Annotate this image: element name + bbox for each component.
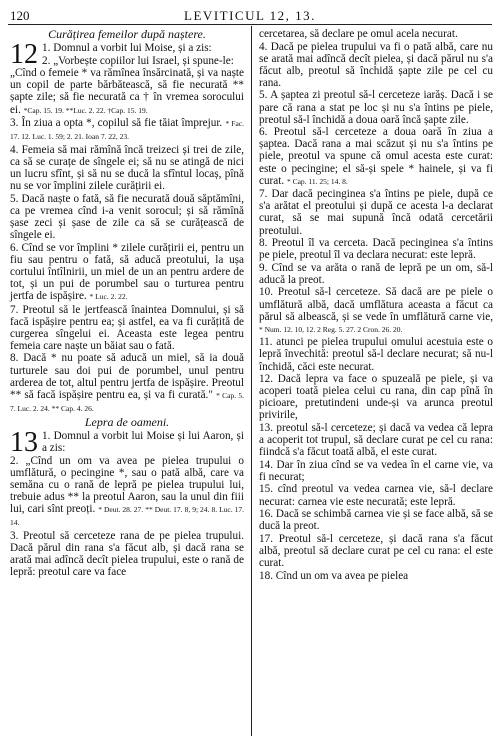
page-header bbox=[0, 6, 500, 22]
verse-13-16: 16. Dacă se schimbă carnea vie și se face albă, să se ducă la preot. bbox=[259, 508, 493, 533]
verse-12-1: 1. Domnul a vorbit lui Moise, și a zis: bbox=[42, 42, 212, 55]
verse-13-18: 18. Cînd un om va avea pe pielea bbox=[259, 569, 409, 582]
crossref-12-6: * Luc. 2. 22. bbox=[89, 291, 128, 301]
verse-13-5: 5. A șaptea zi preotul să-l cerceteze iarăș. Dacă i se pare că rana a stat pe loc și nu s'a întins pe piele, preotul să-l închidă a doua oară încă șapte zile. bbox=[259, 89, 493, 126]
crossref-13-6: * Cap. 11. 25; 14. 8. bbox=[286, 176, 348, 186]
page-number: 120 bbox=[10, 8, 30, 23]
verse-12-2: 2. „Vorbește copiilor lui Israel, și spune-le: bbox=[42, 54, 234, 67]
column-divider bbox=[251, 26, 252, 736]
verse-13-11: 11. atunci pe pielea trupului omului acestuia este o lepră învechită: preotul să-l declare necurat; să nu-l închidă, căci este necurat. bbox=[259, 336, 493, 373]
crossref-12-3: * Fac. 17. 12. Luc. 1. 59; 2. 21. Ioan 7. 22, 23. bbox=[10, 119, 245, 142]
verse-13-1: 1. Domnul a vorbit lui Moise și lui Aaron, și a zis: bbox=[42, 430, 244, 455]
verse-13-6 bbox=[259, 126, 493, 187]
verse-13-2 bbox=[10, 455, 244, 530]
verse-13-6-text: 6. Preotul să-l cerceteze a doua oară în ziua a șaptea. Dacă rana a mai scăzut și nu s'a întins pe piele, preotul va spune că omul acesta este curat: este o pecingine; el să-și spele * hainele, și va fi curat. bbox=[259, 126, 493, 187]
crossref-12-8: * Cap. 5. 7. Luc. 2. 24. ** Cap. 4. 26. bbox=[10, 390, 245, 413]
verse-13-10 bbox=[259, 286, 493, 335]
verse-13-3-cont: cercetarea, să declare pe omul acela necurat. bbox=[259, 28, 458, 40]
verse-12-2b-text: „Cînd o femeie * va rămînea însărcinată, și va naște un copil de parte bărbătească, să fie necurată ** șapte zile; să fie necurată ca † în vremea sorocului ei. bbox=[10, 67, 244, 116]
verse-12-3-text: 3. În ziua a opta *, copilul să fie tăiat împrejur. bbox=[10, 117, 223, 130]
verse-12-6-text: 6. Cînd se vor împlini * zilele curățirii ei, pentru un fiu sau pentru o fată, să aducă preotului, la ușa cortului întîlnirii, un miel de un an pentru ardere de tot, și un pui de porumbel sau o turturea pentru jertfa de ispășire. bbox=[10, 241, 244, 302]
verse-12-5: 5. Dacă naște o fată, să fie necurată două săptămîni, ca pe vremea cînd i-a venit sorocul; și să rămînă șase zeci și șase de zile ca să se curățească de sîngele ei. bbox=[10, 192, 244, 241]
header-rule bbox=[8, 24, 492, 25]
verse-12-6 bbox=[10, 242, 244, 303]
right-column bbox=[259, 28, 493, 582]
crossref-12-2: *Cap. 15. 19. **Luc. 2. 22. †Cap. 15. 19. bbox=[23, 105, 148, 115]
verse-13-4: 4. Dacă pe pielea trupului va fi o pată albă, care nu se arată mai adîncă decît pielea, și dacă părul nu s'a făcut alb, preotul să închidă șapte zile pe cel cu rana. bbox=[259, 40, 493, 89]
running-title: LEVITICUL 12, 13. bbox=[184, 8, 316, 23]
crossref-13-2: * Deut. 28. 27. ** Deut. 17. 8, 9; 24. 8. Luc. 17. 14. bbox=[10, 505, 245, 528]
verse-13-12: 12. Dacă lepra va face o spuzeală pe piele, și va acoperi toată pielea celui cu rana, din cap pînă în picioare, pretutindeni unde-și va arunca preotul privirile, bbox=[259, 373, 493, 422]
verse-13-9: 9. Cînd se va arăta o rană de lepră pe un om, să-l aducă la preot. bbox=[259, 261, 493, 286]
section-title-ch13: Lepra de oameni. bbox=[84, 414, 170, 429]
chapter-number-12: 12 bbox=[10, 39, 38, 71]
verse-13-13: 13. preotul să-l cerceteze; și dacă va vedea că lepra a acoperit tot trupul, să declare curat pe cel cu rana: fiindcă s'a făcut toată albă, el este curat. bbox=[259, 422, 493, 459]
verse-13-2-text: 2. „Cînd un om va avea pe pielea trupului o umflătură, o pecingine *, sau o pată albă, care va semăna cu o rană de lepră pe pielea trupului lui, trebuie adus ** la preotul Aaron, sau la unul din fiii lui, cari sînt preoți. bbox=[10, 454, 244, 516]
verse-12-3 bbox=[10, 117, 244, 143]
verse-12-8-text: 8. Dacă * nu poate să aducă un miel, să ia două turturele sau doi pui de porumbel, unul pentru arderea de tot, altul pentru jertfa de ispășire. Preotul ** să facă ispășire pentru ea, și va fi curată." bbox=[10, 352, 244, 401]
verse-13-17: 17. Preotul să-l cerceteze, și dacă rana s'a făcut albă, preotul să declare curat pe cel cu rana: el este curat. bbox=[259, 532, 493, 570]
verse-12-2b bbox=[10, 67, 244, 116]
left-column bbox=[10, 27, 244, 579]
verse-13-15: 15. cînd preotul va vedea carnea vie, să-l declare necurat: carnea vie este necurată; este lepră. bbox=[259, 483, 493, 508]
verse-12-8 bbox=[10, 352, 244, 414]
verse-13-14: 14. Dar în ziua cînd se va vedea în el carne vie, va fi necurat; bbox=[259, 458, 493, 483]
verse-13-7: 7. Dar dacă pecinginea s'a întins pe piele, după ce s'a arătat el preotului și după ce acesta l-a declarat curat, să se mai supună încă odată cercetării preotului. bbox=[259, 188, 493, 237]
verse-13-10-text: 10. Preotul să-l cerceteze. Să dacă are pe piele o umflătură albă, dacă umflătura aceasta a făcut ca părul să albească, și se vede în umflătură carne vie, bbox=[259, 286, 493, 323]
chapter-13-start bbox=[10, 427, 244, 458]
verse-12-4: 4. Femeia să mai rămînă încă treizeci și trei de zile, ca să se curațe de sîngele ei; să nu se atingă de nici un lucru sfînt, și să nu se ducă la sfîntul locaș, pînă nu se vor împlini zilele curățirii ei. bbox=[10, 143, 244, 193]
verse-12-7: 7. Preotul să le jertfească înaintea Domnului, și să facă ispășire pentru ea; și astfel, ea va fi curățită de curgerea sîngelui ei. Aceasta este legea pentru femeia care naște un băiat sau o fată. bbox=[10, 303, 244, 352]
verse-13-3: 3. Preotul să cerceteze rana de pe pielea trupului. Dacă părul din rana s'a făcut alb, și dacă rana se arată mai adîncă decît pielea trupului, este o rană de lepră: preotul care va face bbox=[10, 529, 244, 579]
chapter-number-13: 13 bbox=[10, 427, 38, 458]
crossref-13-10: * Num. 12. 10, 12. 2 Reg. 5. 27. 2 Cron. 26. 20. bbox=[259, 324, 403, 334]
verse-13-8: 8. Preotul îl va cerceta. Dacă pecinginea s'a întins pe piele, preotul îl va declara necurat: este lepră. bbox=[259, 237, 493, 262]
section-title-ch12: Curățirea femeilor după naștere. bbox=[48, 27, 206, 41]
